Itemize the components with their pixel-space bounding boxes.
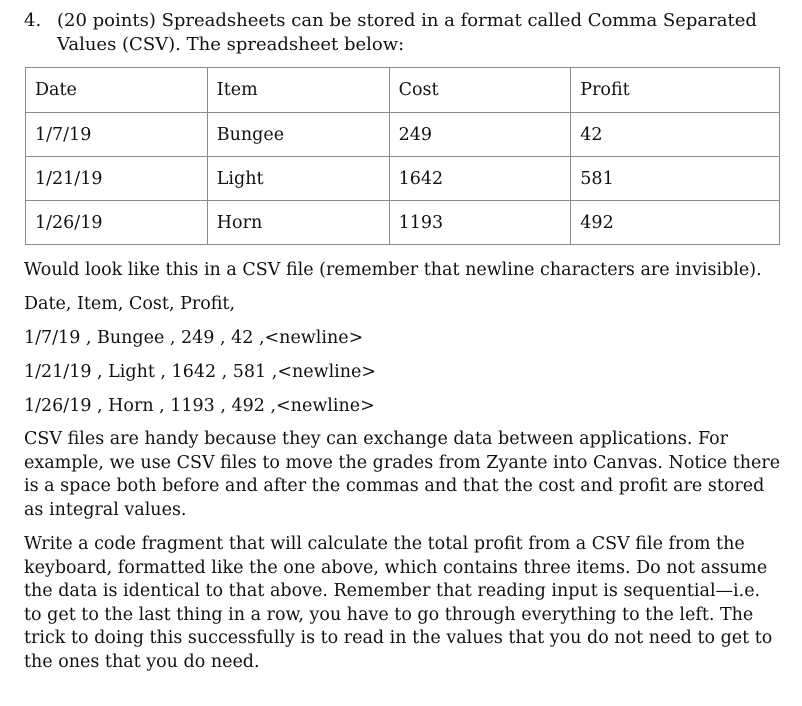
paragraph-line: the data is identical to that above. Remember that reading input is sequential—i.e. (24, 581, 761, 601)
table-row (26, 201, 780, 245)
header-item: Item (207, 68, 389, 113)
csv-intro-text: Would look like this in a CSV file (remember that newline characters are invisible). (24, 260, 762, 280)
question-line-1 (24, 9, 784, 33)
paragraph-line: is a space both before and after the commas and that the cost and profit are stored (24, 476, 765, 496)
cell-profit: 42 (571, 113, 780, 157)
cell-cost: 1193 (389, 201, 571, 245)
paragraph-line: Write a code fragment that will calculate the total profit from a CSV file from the (24, 534, 745, 554)
paragraph-line: the ones that you do need. (24, 651, 260, 672)
cell-item: Horn (207, 201, 389, 245)
paragraph-line: example, we use CSV files to move the grades from Zyante into Canvas. Notice there (24, 452, 781, 473)
header-cost: Cost (389, 68, 571, 113)
question-title: (20 points) Spreadsheets can be stored in a format called Comma Separated (57, 10, 757, 31)
paragraph-line: keyboard, formatted like the one above, which contains three items. Do not assume (24, 557, 768, 578)
task-instructions-paragraph (24, 533, 784, 674)
cell-date: 1/26/19 (26, 201, 208, 245)
question-number: 4. (24, 10, 42, 31)
cell-date: 1/21/19 (26, 157, 208, 201)
csv-line-header: Date, Item, Cost, Profit, (24, 294, 236, 314)
paragraph-line: CSV files are handy because they can exchange data between applications. For (24, 429, 729, 449)
paragraph-line: trick to doing this successfully is to read in the values that you do not need to get to (24, 628, 773, 648)
spreadsheet-table (25, 67, 780, 245)
cell-item: Bungee (207, 113, 389, 157)
table-row (26, 157, 780, 201)
header-profit: Profit (571, 68, 780, 113)
cell-profit: 581 (571, 157, 780, 201)
paragraph-line: to get to the last thing in a row, you have to go through everything to the left. The (24, 604, 754, 625)
question-header (24, 9, 784, 57)
cell-item: Light (207, 157, 389, 201)
table-row (26, 113, 780, 157)
csv-line: 1/26/19 , Horn , 1193 , 492 ,<newline> (24, 396, 375, 416)
header-date: Date (26, 68, 208, 113)
cell-cost: 249 (389, 113, 571, 157)
cell-cost: 1642 (389, 157, 571, 201)
cell-profit: 492 (571, 201, 780, 245)
cell-date: 1/7/19 (26, 113, 208, 157)
table-header-row (26, 68, 780, 113)
csv-explanation-paragraph (24, 428, 784, 522)
csv-line: 1/21/19 , Light , 1642 , 581 ,<newline> (24, 362, 377, 382)
csv-line: 1/7/19 , Bungee , 249 , 42 ,<newline> (24, 328, 364, 348)
csv-example (24, 292, 376, 428)
question-line-2: Values (CSV). The spreadsheet below: (57, 34, 405, 55)
paragraph-line: as integral values. (24, 499, 187, 520)
